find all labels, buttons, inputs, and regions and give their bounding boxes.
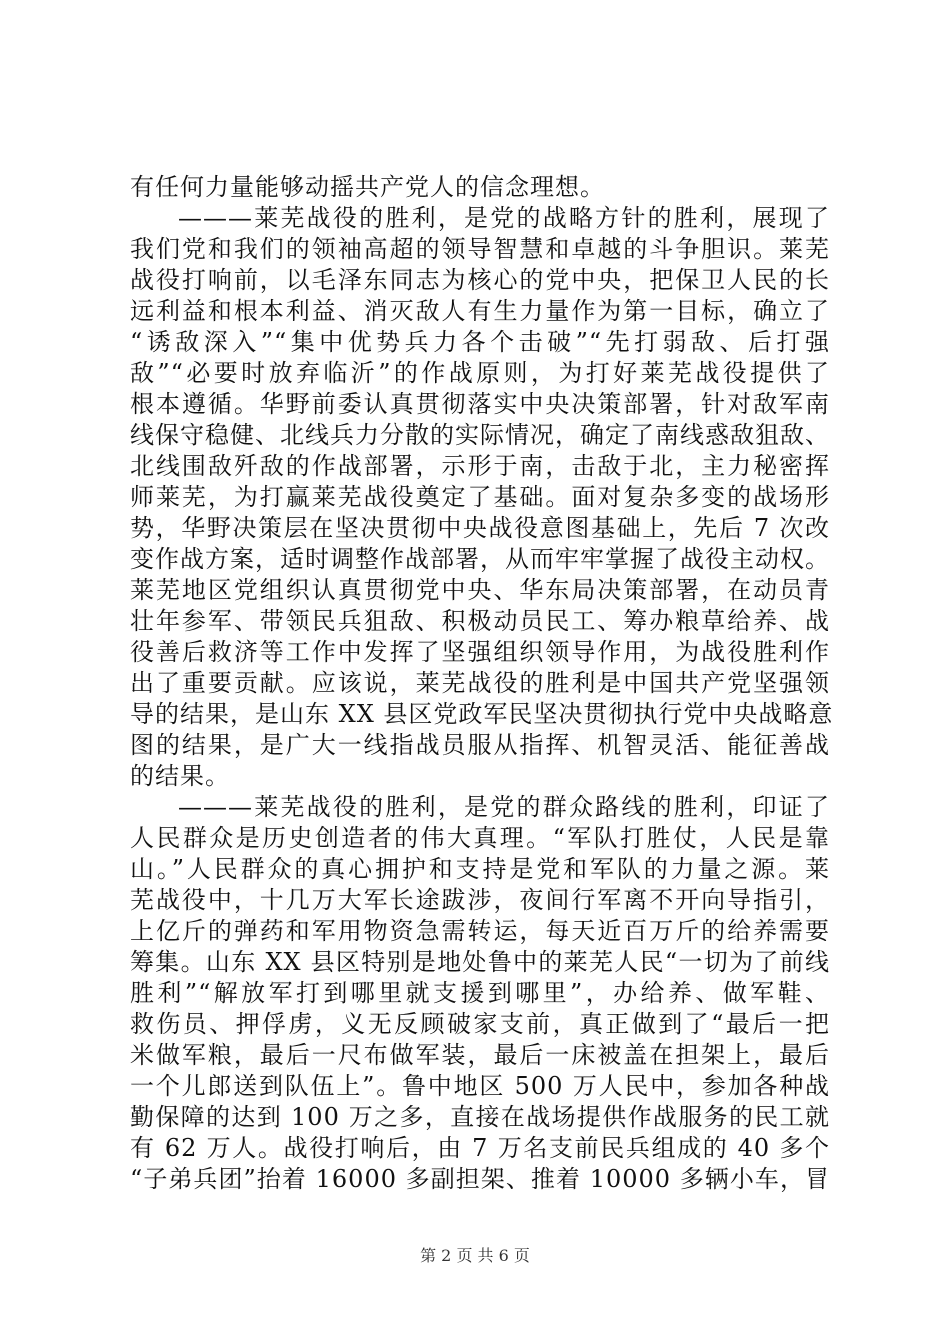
text-line: 远利益和根本利益、消灭敌人有生力量作为第一目标，确立了 [130,297,830,325]
text-line: 北线围敌歼敌的作战部署，示形于南，击敌于北，主力秘密挥 [130,452,830,480]
text-line: 勤保障的达到 100 万之多，直接在战场提供作战服务的民工就 [130,1103,830,1131]
text-line: 一个儿郎送到队伍上”。鲁中地区 500 万人民中，参加各种战 [130,1072,830,1100]
text-line: “子弟兵团”抬着 16000 多副担架、推着 10000 多辆小车，冒 [130,1165,830,1193]
text-line: 变作战方案，适时调整作战部署，从而牢牢掌握了战役主动权。 [130,545,830,573]
text-line: 我们党和我们的领袖高超的领导智慧和卓越的斗争胆识。莱芜 [130,235,830,263]
document-body [130,172,834,1195]
text-line: 师莱芜，为打赢莱芜战役奠定了基础。面对复杂多变的战场形 [130,483,830,511]
text-line: ———莱芜战役的胜利，是党的群众路线的胜利，印证了 [178,793,830,821]
text-line: 芜战役中，十几万大军长途跋涉，夜间行军离不开向导指引， [130,886,830,914]
text-line: 山。”人民群众的真心拥护和支持是党和军队的力量之源。莱 [130,855,830,883]
text-line: 有任何力量能够动摇共产党人的信念理想。 [130,173,605,201]
paragraph [130,172,830,203]
text-line: 胜利”“解放军打到哪里就支援到哪里”，办给养、做军鞋、 [130,979,830,1007]
text-line: 役善后救济等工作中发挥了坚强组织领导作用，为战役胜利作 [130,638,830,666]
text-line: 线保守稳健、北线兵力分散的实际情况，确定了南线惑敌狙敌、 [130,421,830,449]
text-line: 出了重要贡献。应该说，莱芜战役的胜利是中国共产党坚强领 [130,669,830,697]
text-line: “诱敌深入”“集中优势兵力各个击破”“先打弱敌、后打强 [130,328,830,356]
text-line: 人民群众是历史创造者的伟大真理。“军队打胜仗，人民是靠 [130,824,830,852]
paragraph [130,792,830,1195]
text-line: 上亿斤的弹药和军用物资急需转运，每天近百万斤的给养需要 [130,917,830,945]
text-line: 根本遵循。华野前委认真贯彻落实中央决策部署，针对敌军南 [130,390,830,418]
paragraph [130,203,834,792]
text-line: 米做军粮，最后一尺布做军装，最后一床被盖在担架上，最后 [130,1041,830,1069]
text-line: 莱芜地区党组织认真贯彻党中央、华东局决策部署，在动员青 [130,576,830,604]
text-line: 筹集。山东 XX 县区特别是地处鲁中的莱芜人民“一切为了前线 [130,948,830,976]
text-line: 有 62 万人。战役打响后，由 7 万名支前民兵组成的 40 多个 [130,1134,830,1162]
page-footer: 第 2 页 共 6 页 [420,1246,530,1265]
text-line: 图的结果，是广大一线指战员服从指挥、机智灵活、能征善战 [130,731,830,759]
text-line: 战役打响前，以毛泽东同志为核心的党中央，把保卫人民的长 [130,266,830,294]
text-line: 势，华野决策层在坚决贯彻中央战役意图基础上，先后 7 次改 [130,514,830,542]
text-line: ———莱芜战役的胜利，是党的战略方针的胜利，展现了 [178,204,830,232]
text-line: 的结果。 [130,762,230,790]
text-line: 导的结果，是山东 XX 县区党政军民坚决贯彻执行党中央战略意 [130,700,834,728]
text-line: 壮年参军、带领民兵狙敌、积极动员民工、筹办粮草给养、战 [130,607,830,635]
text-line: 救伤员、押俘虏，义无反顾破家支前，真正做到了“最后一把 [130,1010,830,1038]
text-line: 敌”“必要时放弃临沂”的作战原则，为打好莱芜战役提供了 [130,359,830,387]
